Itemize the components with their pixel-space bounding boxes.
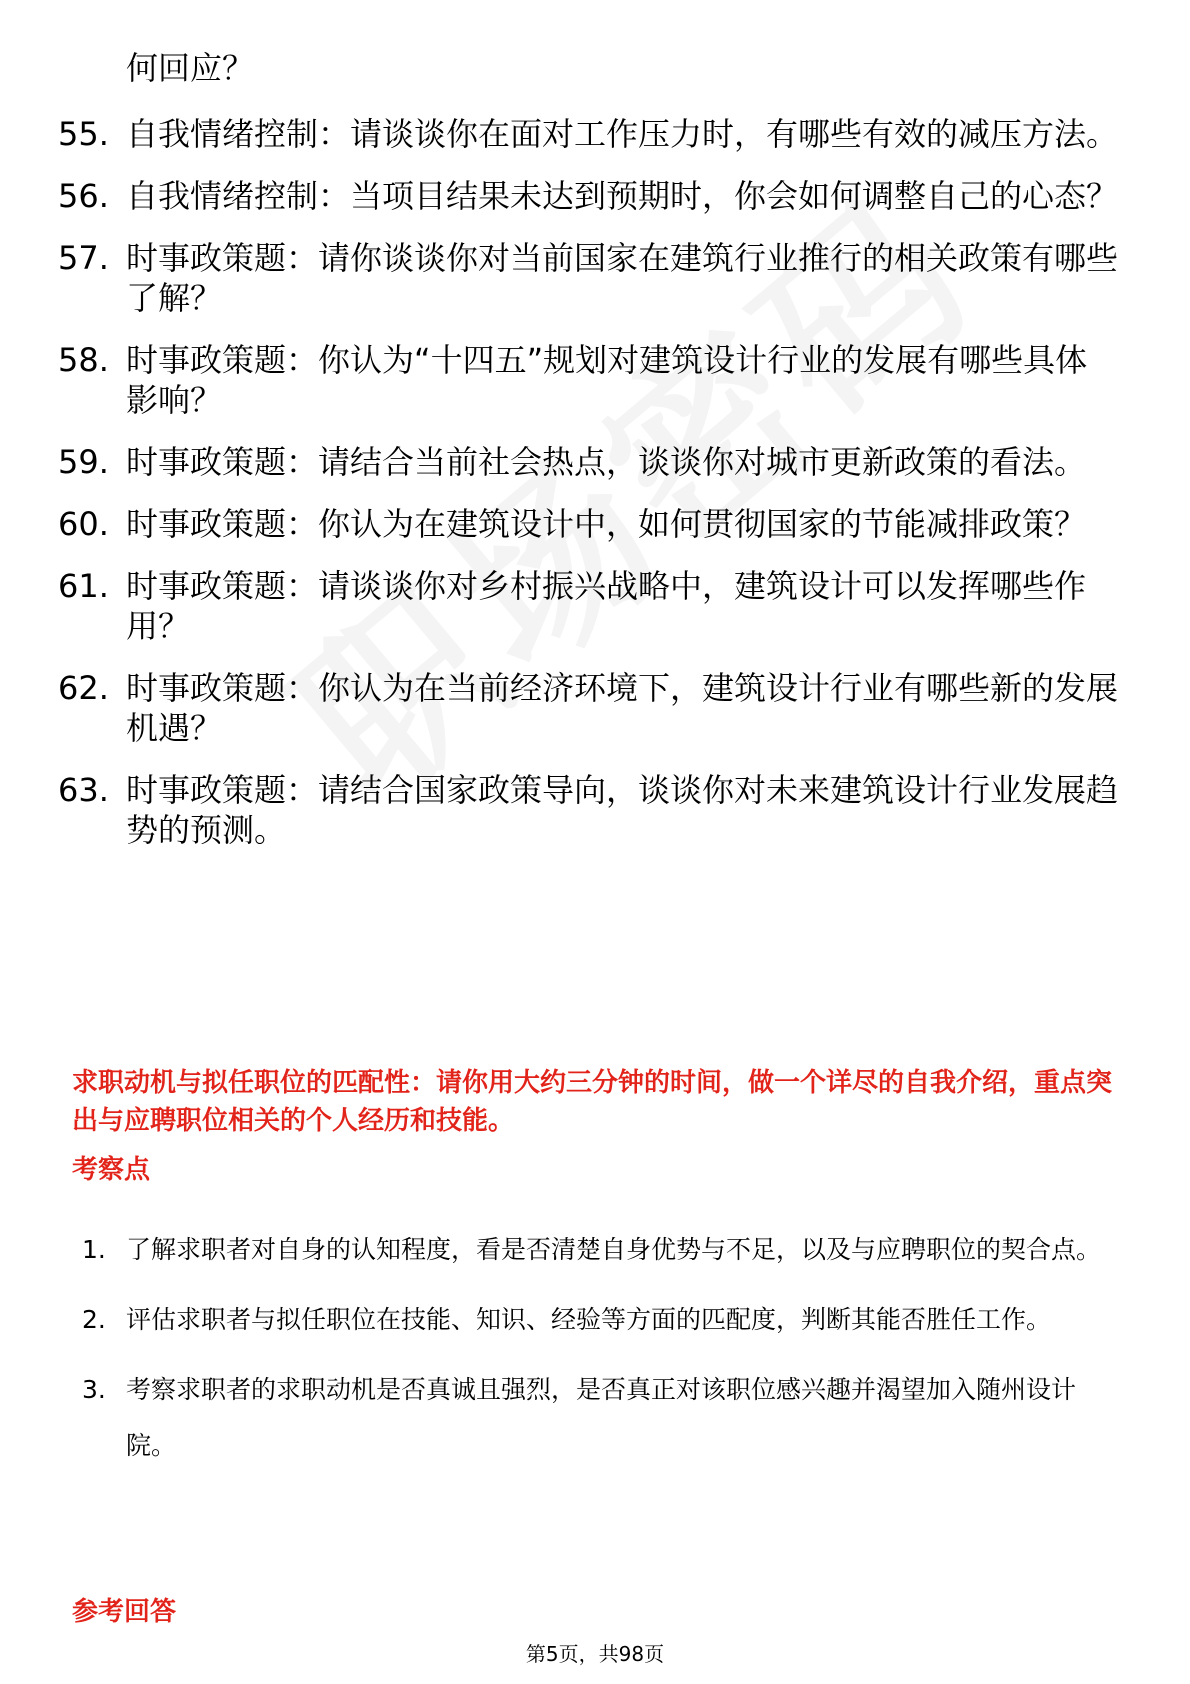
list-item <box>58 114 1118 154</box>
list-item <box>58 442 1118 482</box>
item-number: 63. <box>58 771 109 809</box>
list-item <box>82 1292 1112 1348</box>
item-number: 57. <box>58 239 109 277</box>
item-text: 评估求职者与拟任职位在技能、知识、经验等方面的匹配度，判断其能否胜任工作。 <box>126 1305 1052 1334</box>
item-number: 3. <box>82 1375 106 1404</box>
list-item <box>58 340 1118 420</box>
item-text: 时事政策题：请结合国家政策导向，谈谈你对未来建筑设计行业发展趋势的预测。 <box>126 771 1119 849</box>
item-text: 考察求职者的求职动机是否真诚且强烈，是否真正对该职位感兴趣并渴望加入随州设计院。 <box>126 1375 1077 1460</box>
list-item <box>58 238 1118 318</box>
item-text: 时事政策题：请谈谈你对乡村振兴战略中，建筑设计可以发挥哪些作用？ <box>126 567 1087 645</box>
points-label: 考察点 <box>72 1155 151 1185</box>
list-item <box>58 566 1118 646</box>
item-number: 2. <box>82 1305 106 1334</box>
item-number: 61. <box>58 567 109 605</box>
item-number: 1. <box>82 1235 106 1264</box>
item-text: 自我情绪控制：请谈谈你在面对工作压力时，有哪些有效的减压方法。 <box>126 115 1119 153</box>
item-text: 自我情绪控制：当项目结果未达到预期时，你会如何调整自己的心态？ <box>126 177 1119 215</box>
section-title: 求职动机与拟任职位的匹配性：请你用大约三分钟的时间，做一个详尽的自我介绍，重点突出与应聘职位相关的个人经历和技能。 <box>72 1068 1113 1136</box>
points-list <box>82 1222 1112 1488</box>
item-number: 59. <box>58 443 109 481</box>
item-number: 58. <box>58 341 109 379</box>
item-text: 时事政策题：你认为“十四五”规划对建筑设计行业的发展有哪些具体影响？ <box>126 341 1088 419</box>
list-item <box>58 504 1118 544</box>
list-item <box>82 1222 1112 1278</box>
question-list <box>58 114 1118 872</box>
list-item <box>58 176 1118 216</box>
item-number: 62. <box>58 669 109 707</box>
list-item <box>82 1362 1112 1474</box>
list-item <box>58 668 1118 748</box>
item-number: 55. <box>58 115 109 153</box>
item-text: 时事政策题：你认为在建筑设计中，如何贯彻国家的节能减排政策？ <box>126 505 1087 543</box>
item-text: 了解求职者对自身的认知程度，看是否清楚自身优势与不足，以及与应聘职位的契合点。 <box>126 1235 1102 1264</box>
item-text: 时事政策题：请结合当前社会热点，谈谈你对城市更新政策的看法。 <box>126 443 1087 481</box>
item-text: 时事政策题：你认为在当前经济环境下，建筑设计行业有哪些新的发展机遇？ <box>126 669 1119 747</box>
page-footer: 第5页，共98页 <box>525 1642 665 1666</box>
continuation-text: 何回应？ <box>126 49 255 87</box>
item-text: 时事政策题：请你谈谈你对当前国家在建筑行业推行的相关政策有哪些了解？ <box>126 239 1119 317</box>
list-item <box>58 770 1118 850</box>
item-number: 60. <box>58 505 109 543</box>
item-number: 56. <box>58 177 109 215</box>
answer-label: 参考回答 <box>72 1597 177 1627</box>
